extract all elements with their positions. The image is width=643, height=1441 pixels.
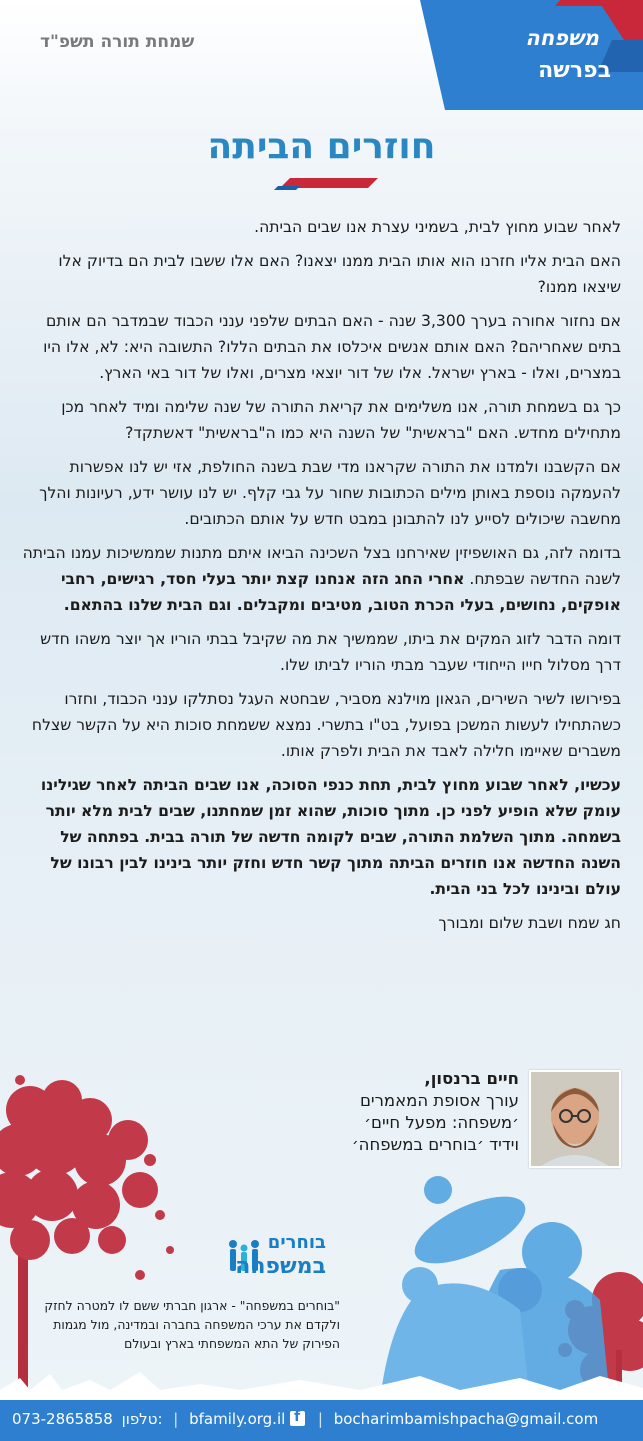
issue-tag: שמחת תורה תשפ"ד xyxy=(40,32,195,52)
article-paragraph: דומה הדבר לזוג המקים את ביתו, שממשיך את מה שקיבל בבתי הוריו אך יוצר משהו חדש דרך מסלול חייו הייחודי שעבר מבתי הוריו לביתו שלו. xyxy=(40,630,621,674)
phone-number[interactable]: 073-2865858 xyxy=(12,1410,113,1428)
website-link[interactable]: bfamily.org.il xyxy=(189,1410,286,1428)
separator: | xyxy=(173,1410,179,1428)
org-name-line-1: בוחרים xyxy=(267,1232,326,1253)
email-link[interactable]: bocharimbamishpacha@gmail.com xyxy=(333,1410,599,1428)
org-description: "בוחרים במשפחה" - ארגון חברתי ששם לו למטרה לחזק ולקדם את ערכי המשפחה בחברה ובמדינה, מול מגמות הפירוק של התא המשפחתי בארץ ובעולם xyxy=(44,1298,340,1351)
author-title-line: וידיד ׳בוחרים במשפחה׳ xyxy=(351,1135,519,1154)
author-block xyxy=(352,1068,519,1156)
article-closing-paragraph: עכשיו, לאחר שבוע מחוץ לבית, תחת כנפי הסוכה, אנו שבים הביתה לאחר שגילינו עומק שלא הופיע לפני כן. מתוך סוכות, שהוא זמן שמחתנו, שבים לבית מלא יותר בשמחה. מתוך השלמת התורה, שבים לקומה חדשה של תורה בבית. בפתחה של השנה החדשה אנו חוזרים הביתה מתוך קשר חדש וחזק יותר בינינו לבין רבונו של עולם ובינינו לכל בני הבית. xyxy=(40,776,621,898)
article-paragraph: כך גם בשמחת תורה, אנו משלימים את קריאת התורה של שנה שלימה ומיד לאחר מכן מתחילים מחדש. האם "בראשית" של השנה היא כמו ה"בראשית" דאשתקד? xyxy=(61,398,621,442)
contact-row xyxy=(12,1410,598,1428)
article-bold-sentence: אחרי החג הזה אנחנו קצת יותר בעלי חסד, רגישים, רחבי אופקים, נחושים, בעלי הכרת הטוב, מטיבים ומקבלים. וגם הבית שלנו בהתאם. xyxy=(60,570,621,614)
brand-logo xyxy=(411,0,643,110)
logo-line-1: משפחה xyxy=(525,26,599,50)
article-paragraph: אם נחזור אחורה בערך 3,300 שנה - האם הבתים שלפני ענני הכבוד שבמדבר הם אותם בתים שאחריהם? האם אותם אנשים איכלסו את הבתים הללו? התשובה היא: לא, אלו היו במצרים, ואלו - בארץ ישראל. אלו של דור יוצאי מצרים, ואלו של דור באי הארץ. xyxy=(43,312,621,382)
article-body xyxy=(21,214,621,944)
article-paragraph: לאחר שבוע מחוץ לבית, בשמיני עצרת אנו שבים הביתה. xyxy=(254,218,621,236)
article-paragraph: אם הקשבנו ולמדנו את התורה שקראנו מדי שבת בשנה החולפת, אזי יש לנו אפשרות להעמקה נוספת באותן מילים הכתובות שחור על גבי קלף. יש לנו עושר ידע, רעיונות והלך מחשבה שיכולים לסייע לנו להתבונן במבט חדש על אותם הכתובים. xyxy=(39,458,621,528)
org-logo xyxy=(218,1232,330,1294)
separator: | xyxy=(317,1410,323,1428)
contact-footer xyxy=(0,1400,643,1441)
family-silhouette-illustration xyxy=(380,1176,610,1400)
facebook-icon[interactable]: f xyxy=(290,1411,305,1426)
article-signoff: חג שמח ושבת שלום ומבורך xyxy=(438,914,621,932)
article-sentence: בדומה לזה, גם האושפיזין שאירחנו בצל השכינה הביאו איתם מתנות שממשיכות עמנו הביתה לשנה החדשה שבפתח. xyxy=(22,544,621,588)
author-photo xyxy=(529,1070,621,1168)
author-title-line: עורך אסופת המאמרים xyxy=(359,1091,519,1110)
author-title-line: ׳משפחה: מפעל חיים׳ xyxy=(364,1113,519,1132)
article-paragraph: בפירושו לשיר השירים, הגאון מוילנא מסביר, שבחטא העגל נסתלקו ענני הכבוד, וחזרו כשהתחילו לעשות המשכן בפועל, בט"ו בתשרי. נמצא ששמחת סוכות היא על הקשר שצלח משברים שאיימו חלילה לאבד את הבית ולפרק אותו. xyxy=(31,690,621,760)
page-title: חוזרים הביתה xyxy=(207,126,436,167)
logo-line-2: בפרשה xyxy=(538,58,611,83)
article-paragraph: האם הבית אליו חזרנו הוא אותו הבית ממנו יצאנו? האם אלו ששבו לבית הם בדיוק אלו שיצאו ממנו? xyxy=(58,252,621,296)
author-name: חיים ברנסון, xyxy=(424,1069,519,1088)
phone-label: טלפון: xyxy=(121,1410,163,1428)
article-paragraph xyxy=(21,540,621,618)
org-name-line-2: במשפחה xyxy=(235,1254,326,1279)
